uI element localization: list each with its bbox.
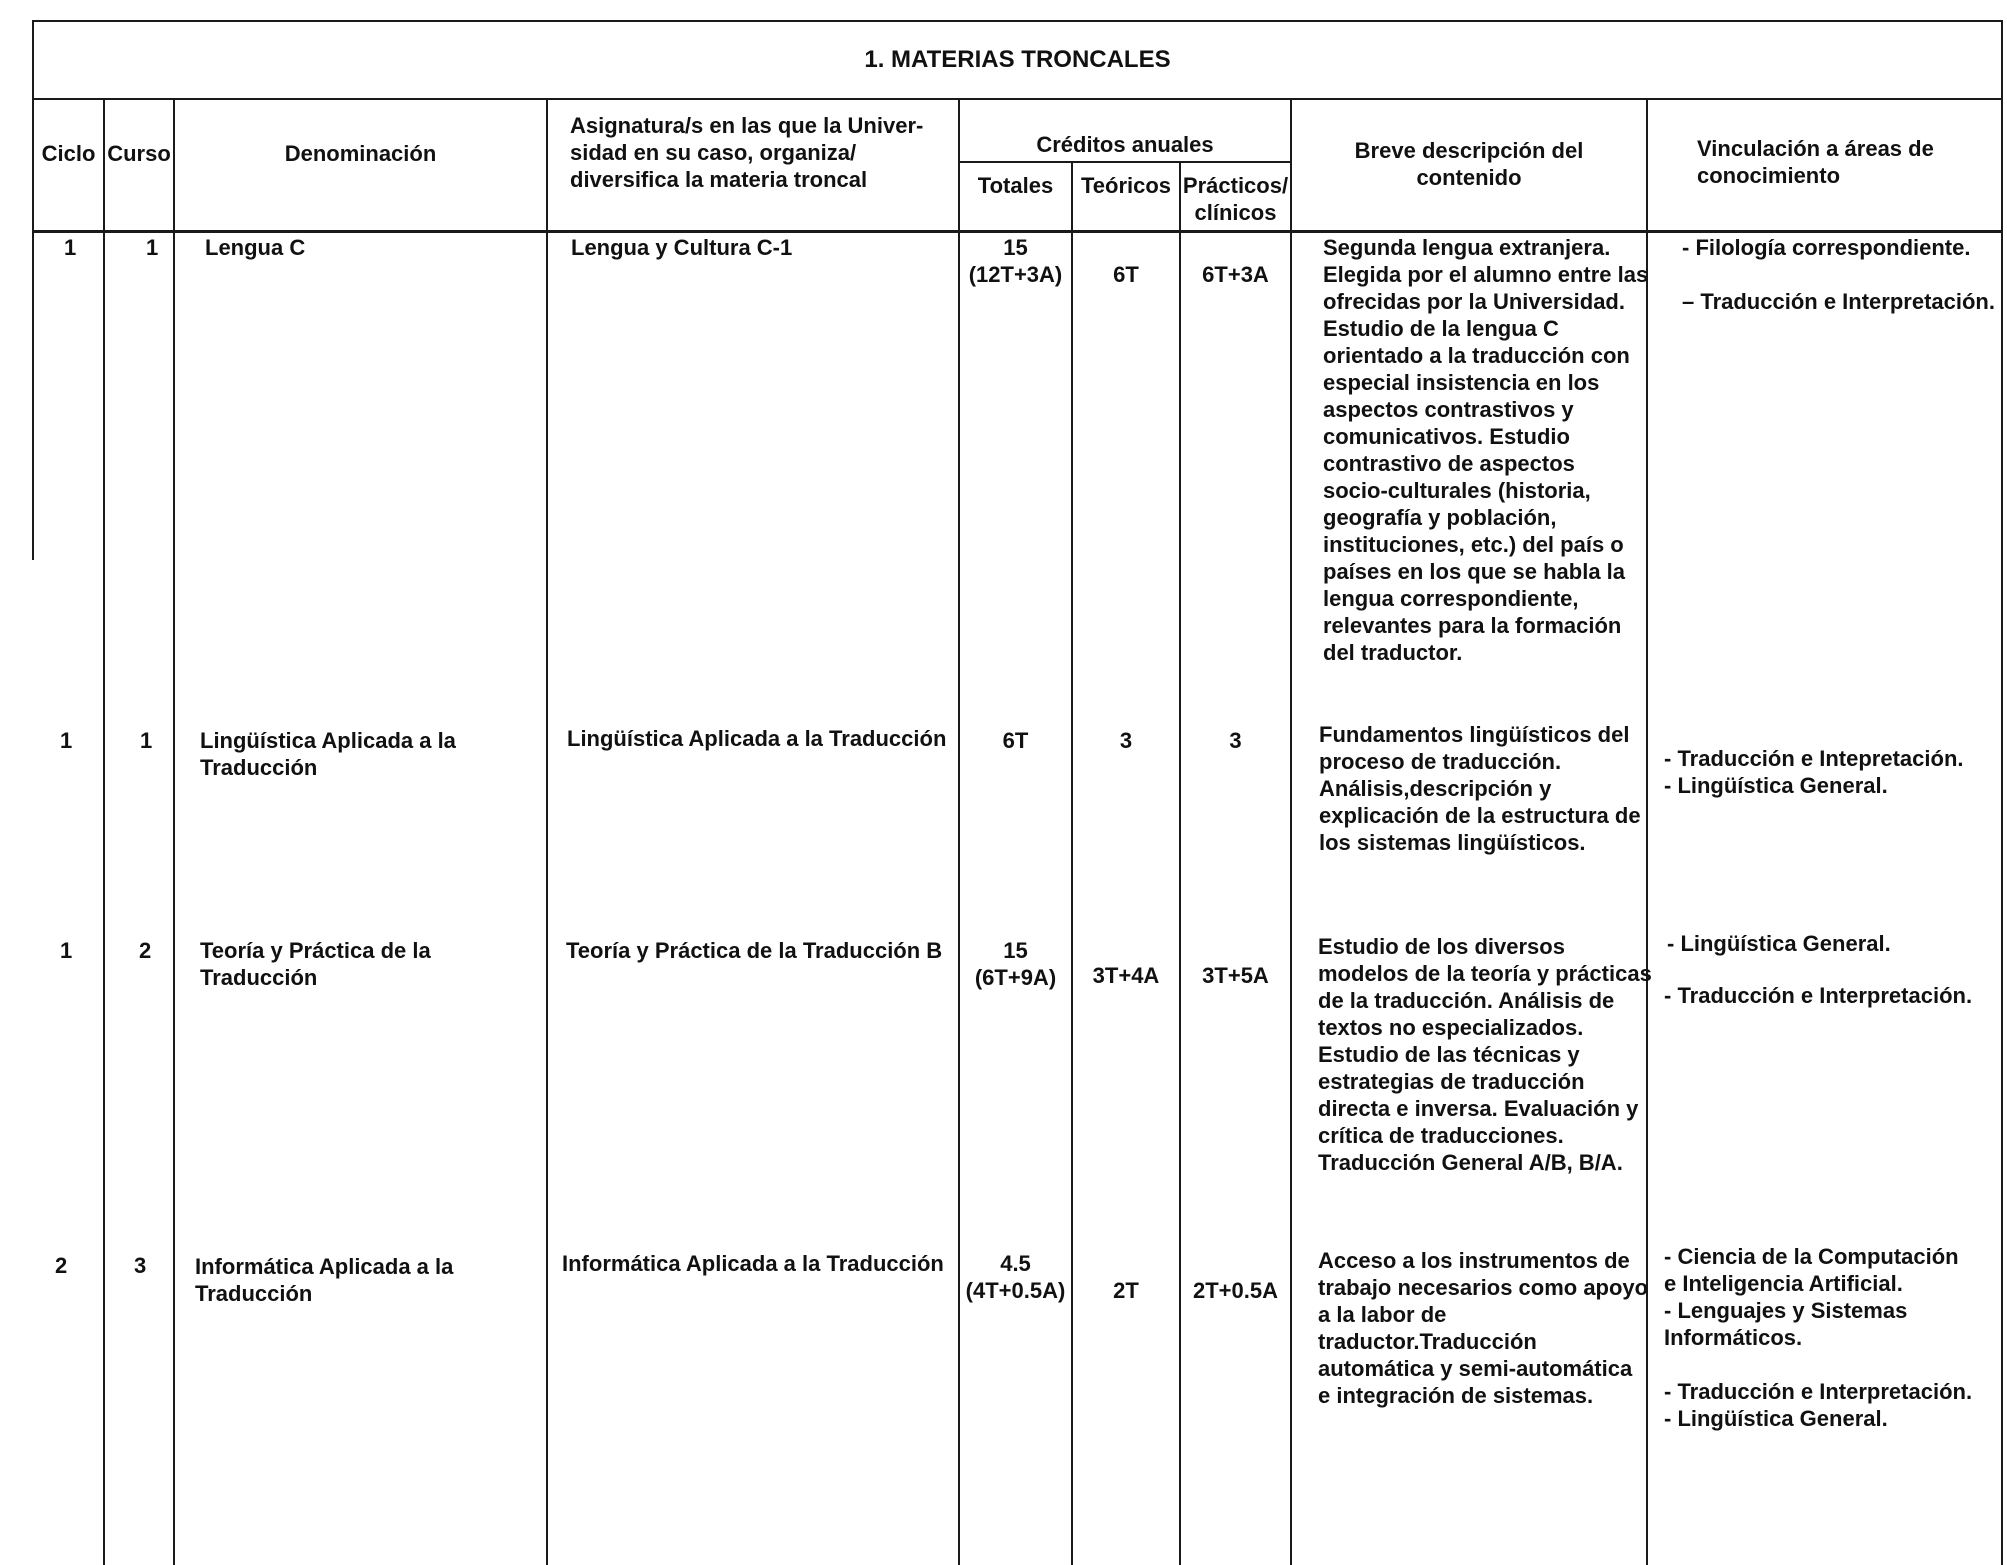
col-divider-curso (173, 100, 175, 1565)
cell-teoricos: 3 (1119, 728, 1133, 753)
cell-asignatura: Lingüística Aplicada a la Traducción (567, 726, 947, 751)
col-divider-practicos (1290, 100, 1292, 1565)
cell-denominacion: Lingüística Aplicada a la Traducción (200, 728, 456, 780)
table-border-top (32, 20, 2003, 22)
cell-asignatura: Lengua y Cultura C-1 (571, 235, 793, 260)
cell-practicos: 3 (1229, 728, 1242, 753)
cell-vinculacion-item: - Lingüística General. (1667, 931, 1891, 956)
header-ciclo: Ciclo (41, 141, 96, 166)
header-practicos: Prácticos/ clínicos (1182, 173, 1289, 225)
header-vinculacion: Vinculación a áreas de conocimiento (1697, 136, 1934, 188)
cell-totales: 15 (6T+9A) (974, 938, 1057, 990)
cell-curso: 1 (146, 235, 159, 260)
cell-asignatura: Teoría y Práctica de la Traducción B (566, 938, 943, 963)
cell-practicos: 6T+3A (1202, 262, 1269, 287)
cell-vinculacion-item: - Traducción e Interpretación. (1664, 983, 1973, 1008)
cell-totales: 6T (1002, 728, 1029, 753)
cell-practicos: 3T+5A (1202, 963, 1269, 988)
title-divider (32, 98, 2003, 100)
cell-teoricos: 3T+4A (1092, 963, 1160, 988)
cell-vinculacion-item: - Traducción e Intepretación. (1664, 746, 1964, 771)
col-divider-totales (1071, 161, 1073, 1565)
cell-vinculacion-item: – Traducción e Interpretación. (1682, 289, 1995, 314)
header-asignatura: Asignatura/s en las que la Univer- sidad en su caso, organiza/ diversifica la materia troncal (570, 113, 924, 192)
cell-vinculacion-item: - Lingüística General. (1664, 773, 1888, 798)
cell-curso: 2 (139, 938, 152, 963)
cell-denominacion: Informática Aplicada a la Traducción (195, 1254, 454, 1306)
cell-curso: 1 (140, 728, 153, 753)
creditos-subheader-divider (958, 161, 1292, 163)
cell-vinculacion-item: - Filología correspondiente. (1682, 235, 1971, 260)
header-curso: Curso (107, 141, 171, 166)
cell-ciclo: 2 (55, 1253, 68, 1278)
cell-descripcion: Acceso a los instrumentos de trabajo necesarios como apoyo a la labor de traductor.Traducción automática y semi-automática e integración de sistemas. (1318, 1248, 1649, 1408)
cell-denominacion: Lengua C (205, 235, 306, 260)
cell-vinculacion-item: - Lingüística General. (1664, 1406, 1888, 1431)
header-teoricos: Teóricos (1080, 173, 1172, 198)
header-creditos: Créditos anuales (1036, 132, 1214, 157)
table-border-right (2001, 20, 2003, 1565)
cell-totales: 4.5 (4T+0.5A) (965, 1251, 1066, 1303)
cell-curso: 3 (134, 1253, 147, 1278)
cell-teoricos: 2T (1113, 1278, 1139, 1303)
col-divider-ciclo (103, 100, 105, 1565)
cell-practicos: 2T+0.5A (1193, 1278, 1278, 1303)
cell-ciclo: 1 (60, 938, 73, 963)
cell-vinculacion-item: - Lenguajes y Sistemas Informáticos. (1664, 1298, 1908, 1350)
col-divider-denominacion (546, 100, 548, 1565)
cell-descripcion: Segunda lengua extranjera. Elegida por el alumno entre las ofrecidas por la Universidad. Estudio de la lengua C orientado a la traducción con especial insistencia en los aspectos contrastivos y comunicativos. Estudio contrastivo de aspectos socio-culturales (historia, geografía y población, instituciones, etc.) del país o países en los que se habla la lengua correspondiente, relevantes para la formación del traductor. (1323, 235, 1649, 665)
cell-asignatura: Informática Aplicada a la Traducción (562, 1251, 944, 1276)
cell-ciclo: 1 (64, 235, 77, 260)
header-totales: Totales (977, 173, 1054, 198)
cell-vinculacion-item: - Ciencia de la Computación e Inteligencia Artificial. (1664, 1244, 1959, 1296)
cell-vinculacion-item: - Traducción e Interpretación. (1664, 1379, 1973, 1404)
cell-ciclo: 1 (60, 728, 73, 753)
cell-totales: 15 (12T+3A) (968, 235, 1063, 287)
header-descripcion: Breve descripción del contenido (1354, 138, 1584, 190)
col-divider-teoricos (1179, 161, 1181, 1565)
header-divider (32, 230, 2003, 233)
cell-descripcion: Estudio de los diversos modelos de la teoría y prácticas de la traducción. Análisis de textos no especializados. Estudio de las técnicas y estrategias de traducción directa e inversa. Evaluación y crítica de traducciones. Traducción General A/B, B/A. (1318, 934, 1652, 1175)
col-divider-asignatura (958, 100, 960, 1565)
table-border-left (32, 20, 34, 560)
cell-descripcion: Fundamentos lingüísticos del proceso de traducción. Análisis,descripción y explicación de la estructura de los sistemas lingüísticos. (1319, 722, 1641, 855)
table-title: 1. MATERIAS TRONCALES (864, 46, 1171, 73)
header-denominacion: Denominación (284, 141, 437, 166)
cell-denominacion: Teoría y Práctica de la Traducción (200, 938, 431, 990)
cell-teoricos: 6T (1113, 262, 1139, 287)
